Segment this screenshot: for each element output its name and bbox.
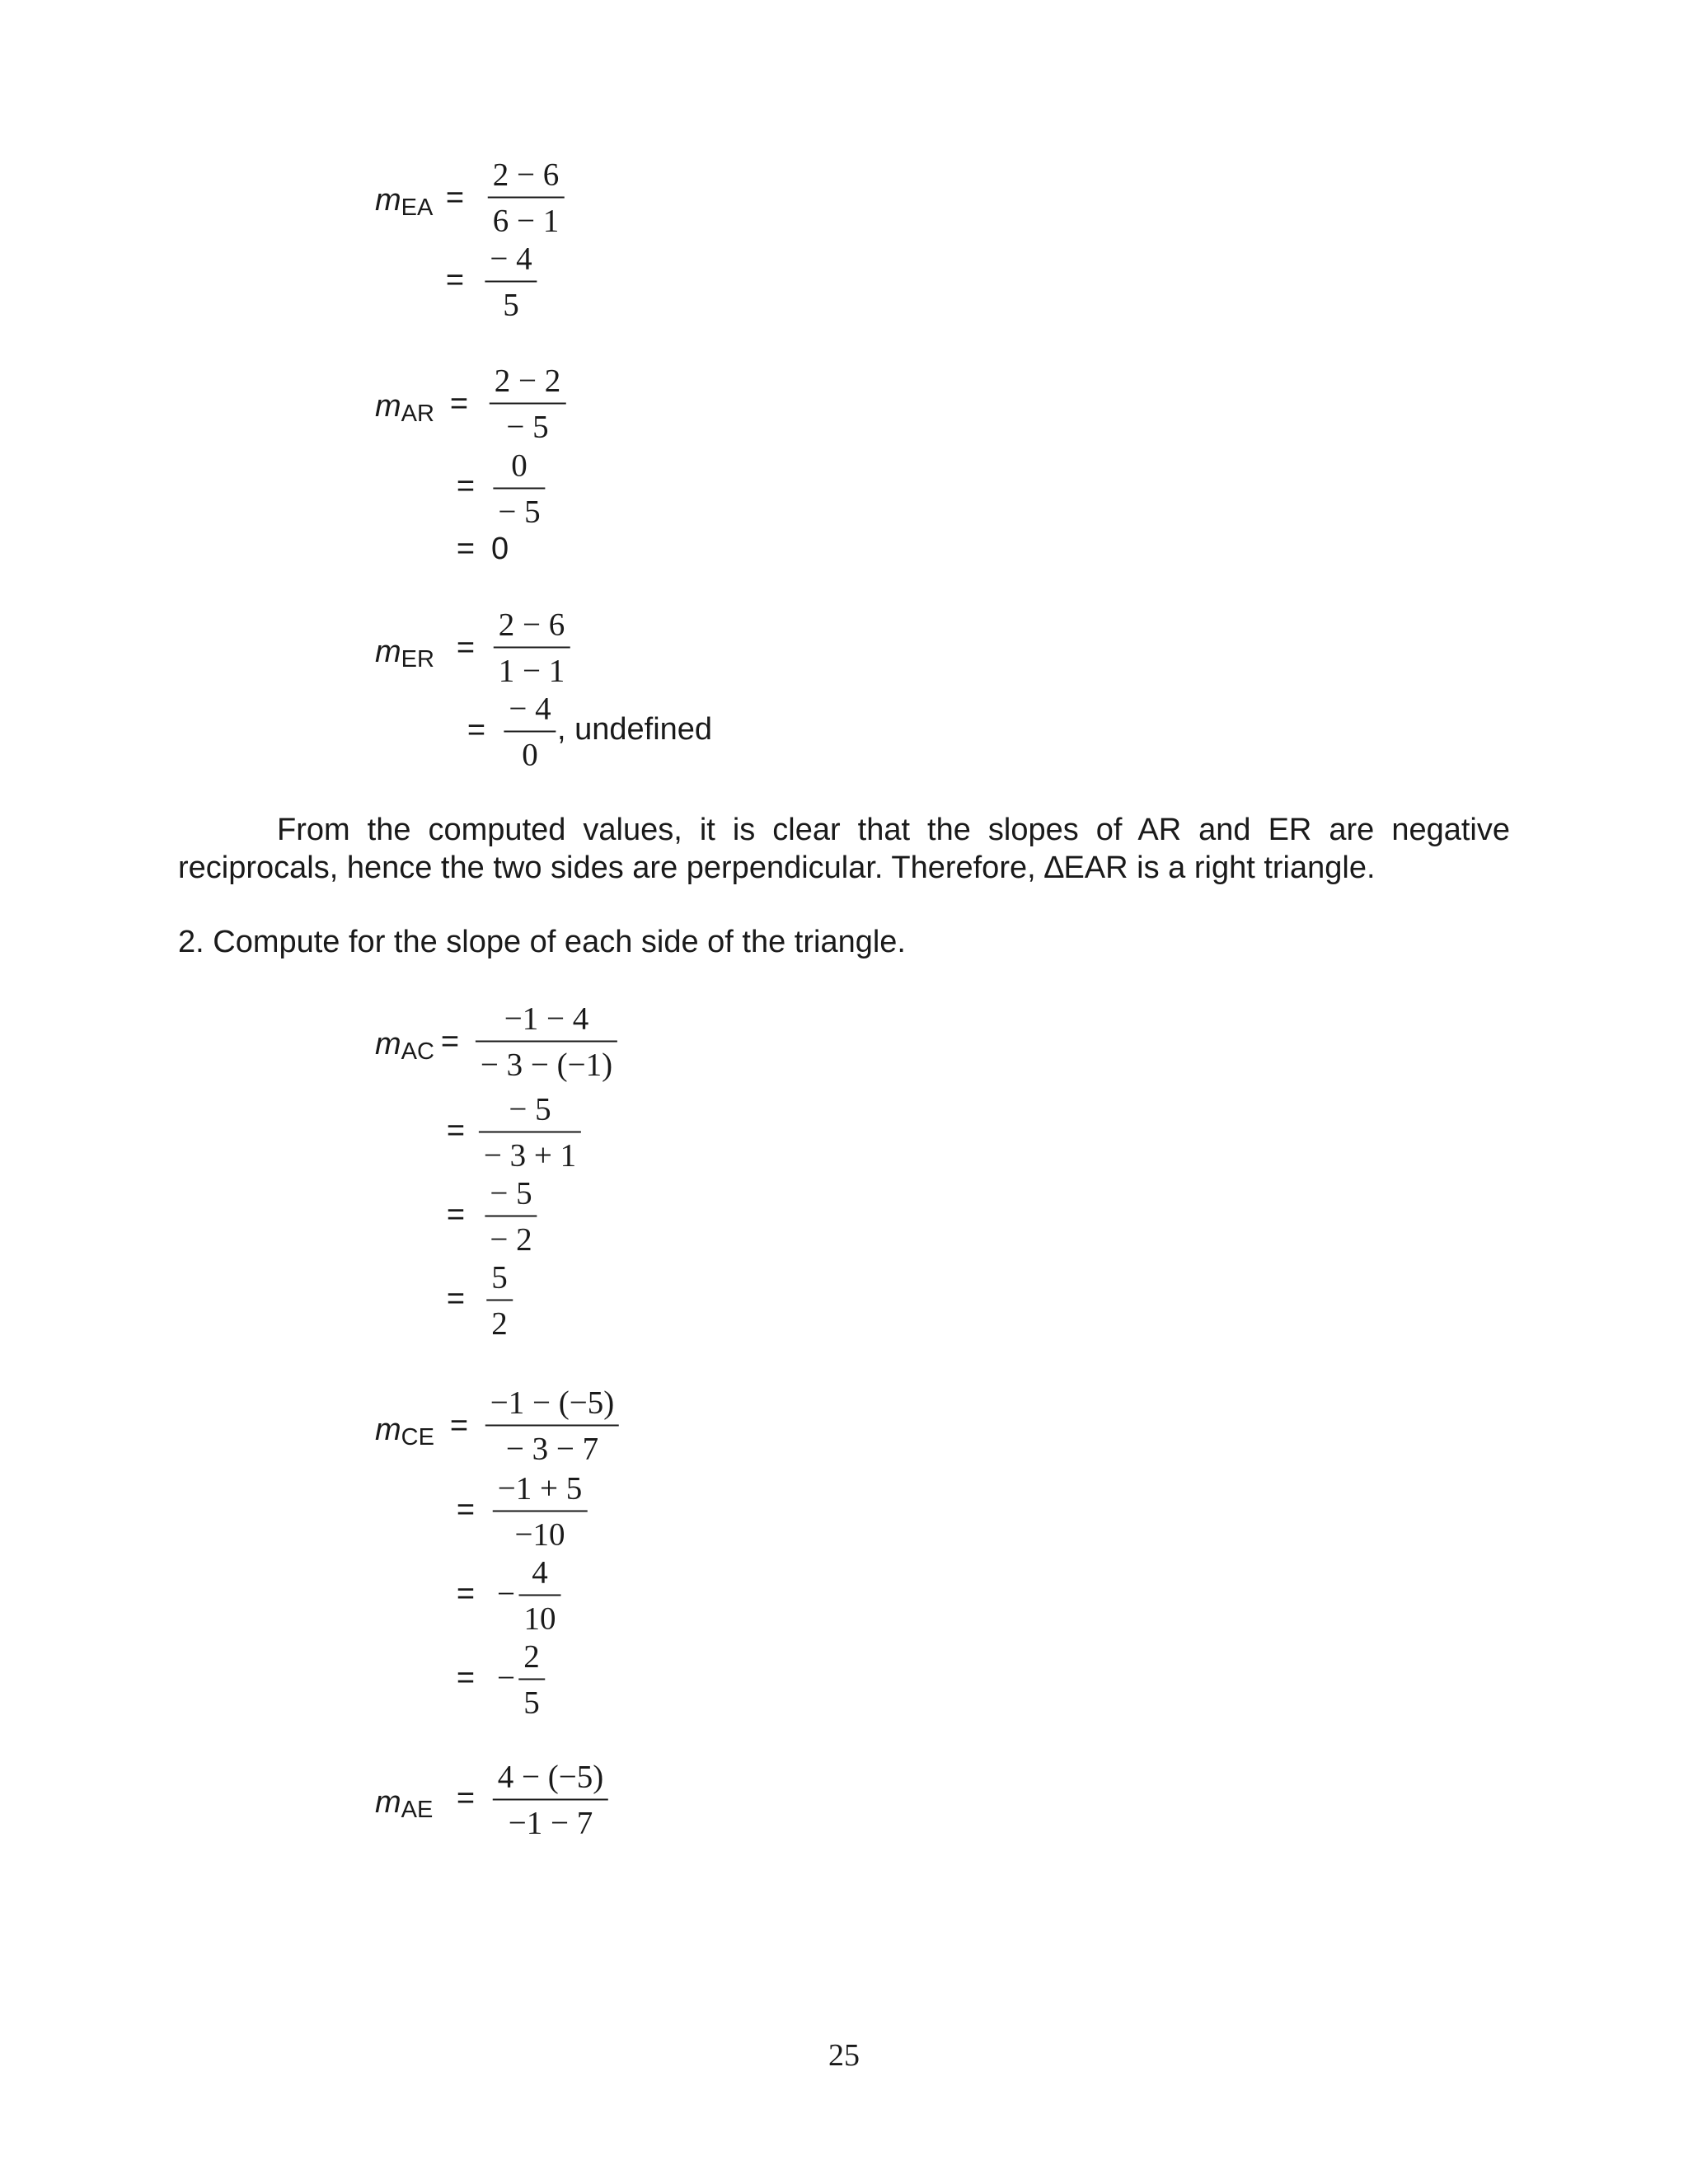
equals-sign: =: [456, 1661, 476, 1695]
slope-subscript: AC: [401, 1038, 434, 1065]
slope-subscript: AR: [401, 401, 434, 427]
slope-symbol: m: [375, 1785, 401, 1820]
numerator: − 5: [509, 1091, 551, 1127]
fraction-ce-step3: [519, 1554, 561, 1637]
equals-sign: =: [467, 713, 486, 748]
fraction-ac-step3: [485, 1175, 537, 1258]
equals-sign: =: [446, 1282, 466, 1316]
exercise-step-heading: 2. Compute for the slope of each side of the triangle.: [178, 925, 906, 959]
numerator: −1 + 5: [497, 1470, 583, 1507]
numerator: 2 − 6: [498, 607, 565, 643]
equals-sign: =: [445, 263, 465, 298]
minus-sign: −: [497, 1660, 515, 1696]
equals-sign: =: [456, 630, 476, 665]
numerator: 4: [532, 1554, 548, 1591]
slope-ar-label: [375, 389, 434, 427]
fraction-er-step2: [504, 693, 556, 771]
equals-sign: =: [446, 1113, 466, 1148]
conclusion-paragraph: [178, 811, 1510, 887]
page-number: 25: [828, 2038, 860, 2073]
denominator: 5: [503, 287, 519, 323]
numerator: 2 − 2: [494, 363, 561, 399]
denominator: − 3 + 1: [483, 1137, 577, 1174]
slope-subscript: ER: [401, 646, 434, 673]
slope-ac-label: [375, 1027, 434, 1065]
equals-sign: =: [440, 1024, 460, 1059]
slope-subscript: AE: [401, 1797, 434, 1823]
denominator: 0: [522, 737, 538, 773]
fraction-ea-step2: [485, 243, 537, 321]
fraction-ac-step2: [479, 1091, 581, 1174]
denominator: 6 − 1: [492, 203, 560, 239]
denominator: − 3 − 7: [505, 1431, 599, 1467]
denominator: −10: [514, 1516, 565, 1553]
slope-symbol: m: [375, 1413, 401, 1447]
numerator: −1 − (−5): [490, 1385, 615, 1421]
numerator: − 5: [490, 1175, 532, 1212]
equals-sign: =: [446, 1197, 466, 1232]
fraction-ac-step1: [476, 1003, 617, 1081]
slope-er-label: [375, 635, 434, 673]
denominator: 1 − 1: [498, 653, 565, 689]
slope-ae-label: [375, 1785, 434, 1823]
fraction-ac-step4: [486, 1259, 513, 1342]
fraction-ea-step1: [488, 159, 565, 237]
numerator: 2 − 6: [492, 157, 560, 193]
fraction-er-step1: [494, 609, 570, 687]
numerator: −1 − 4: [504, 1001, 589, 1037]
equals-sign: =: [445, 180, 465, 215]
equals-sign: =: [449, 1408, 469, 1443]
denominator: − 2: [490, 1221, 532, 1258]
equals-sign: =: [456, 1781, 476, 1816]
numerator: 2: [523, 1638, 540, 1675]
paragraph-line: reciprocals, hence the two sides are perpendicular. Therefore, ∆EAR is a right triangle.: [178, 851, 1376, 885]
fraction-ar-step1: [490, 365, 566, 443]
slope-ea-label: [375, 183, 434, 221]
denominator: 10: [523, 1601, 556, 1637]
denominator: − 3 − (−1): [480, 1047, 613, 1083]
equals-sign: =: [456, 1577, 476, 1611]
numerator: 0: [511, 448, 528, 484]
numerator: 4 − (−5): [497, 1759, 604, 1795]
fraction-ce-step2: [493, 1470, 588, 1553]
denominator: − 5: [506, 409, 549, 445]
slope-symbol: m: [375, 635, 401, 669]
numerator: − 4: [490, 241, 532, 277]
minus-sign: −: [497, 1576, 515, 1612]
equals-sign: =: [456, 532, 476, 566]
undefined-note: , undefined: [557, 712, 713, 747]
slope-subscript: CE: [401, 1424, 434, 1451]
slope-symbol: m: [375, 1027, 401, 1062]
denominator: 2: [491, 1305, 508, 1342]
denominator: −1 − 7: [508, 1805, 593, 1841]
equals-sign: =: [449, 387, 469, 421]
slope-ce-label: [375, 1413, 434, 1451]
fraction-ar-step2: [493, 450, 545, 528]
fraction-ae-step1: [493, 1761, 608, 1840]
numerator: 5: [491, 1259, 508, 1296]
fraction-ce-step4: [518, 1638, 545, 1721]
slope-symbol: m: [375, 389, 401, 424]
result-value: 0: [491, 532, 509, 566]
equals-sign: =: [456, 469, 476, 504]
numerator: − 4: [509, 691, 551, 727]
slope-symbol: m: [375, 183, 401, 218]
slope-subscript: EA: [401, 194, 434, 221]
denominator: 5: [523, 1685, 540, 1721]
fraction-ce-step1: [485, 1387, 619, 1465]
denominator: − 5: [498, 494, 541, 530]
equals-sign: =: [456, 1493, 476, 1527]
paragraph-line: From the computed values, it is clear that the slopes of AR and ER are negative: [277, 813, 1510, 847]
